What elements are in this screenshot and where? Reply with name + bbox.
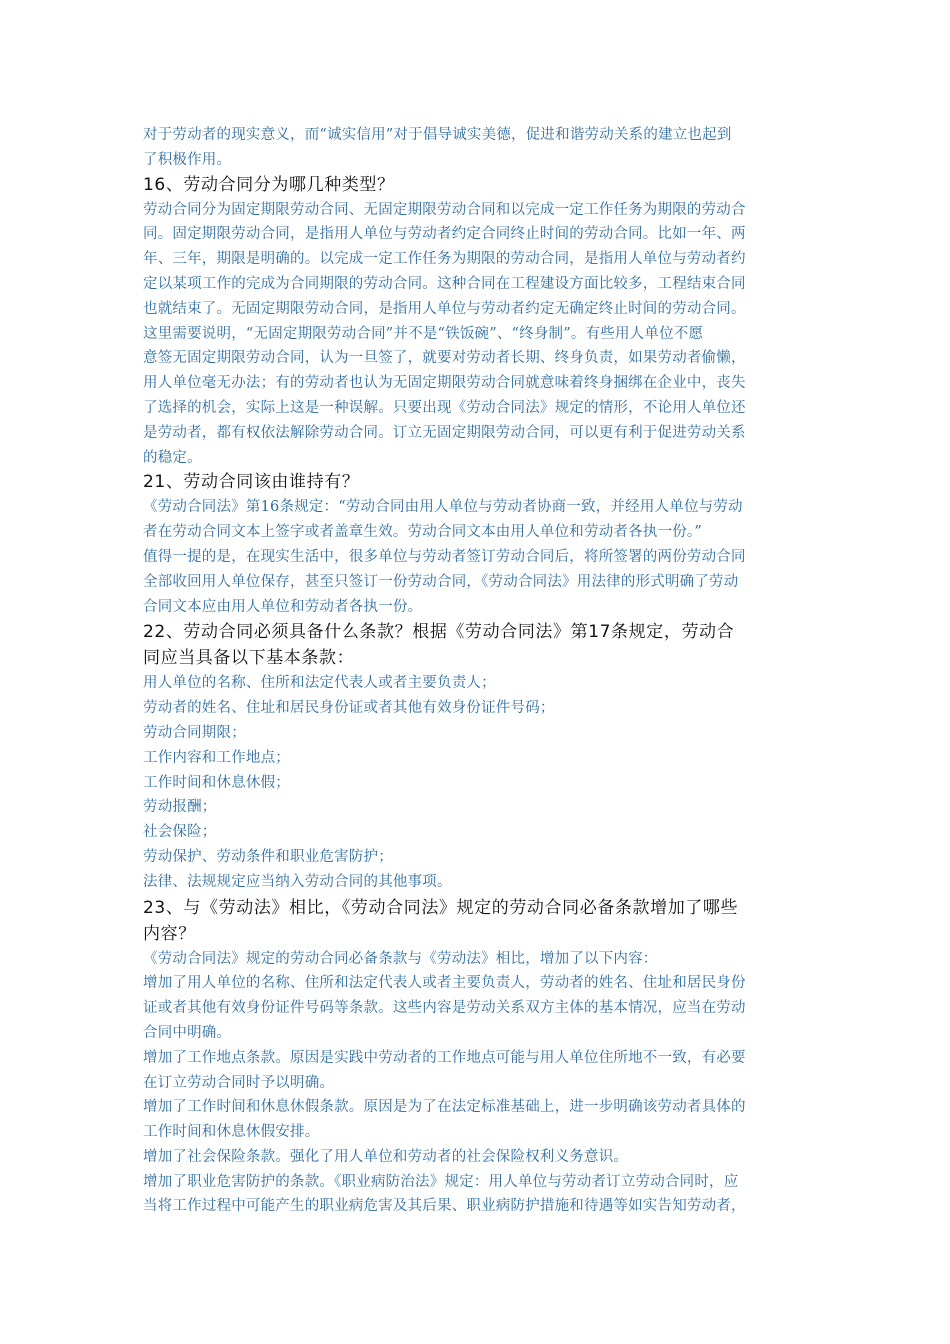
section-heading: 22、劳动合同必须具备什么条款？根据《劳动合同法》第17条规定，劳动合 (143, 622, 735, 643)
text-line: 劳动合同分为固定期限劳动合同、无固定期限劳动合同和以完成一定工作任务为期限的劳动合 (143, 201, 746, 218)
text-line: 值得一提的是，在现实生活中，很多单位与劳动者签订劳动合同后，将所签署的两份劳动合同 (143, 548, 746, 565)
section-heading: 23、与《劳动法》相比，《劳动合同法》规定的劳动合同必备条款增加了哪些 (143, 897, 739, 918)
text-line: 同。固定期限劳动合同，是指用人单位与劳动者约定合同终止时间的劳动合同。比如一年、两 (143, 226, 746, 243)
list-item: 劳动保护、劳动条件和职业危害防护； (143, 848, 393, 865)
text-line: 年、三年，期限是明确的。以完成一定工作任务为期限的劳动合同，是指用人单位与劳动者约 (143, 251, 746, 268)
text-line: 工作时间和休息休假安排。 (143, 1124, 320, 1141)
list-item: 劳动合同期限； (143, 724, 246, 741)
section-q21 (143, 470, 813, 619)
text-line: 增加了社会保险条款。强化了用人单位和劳动者的社会保险权利义务意识。 (143, 1148, 629, 1165)
text-line: 增加了工作地点条款。原因是实践中劳动者的工作地点可能与用人单位住所地不一致，有必要 (143, 1049, 746, 1066)
text-line: 增加了工作时间和休息休假条款。原因是为了在法定标准基础上，进一步明确该劳动者具体的 (143, 1099, 746, 1116)
text-line: 证或者其他有效身份证件号码等条款。这些内容是劳动关系双方主体的基本情况，应当在劳动 (143, 1000, 746, 1017)
list-item: 劳动者的姓名、住址和居民身份证或者其他有效身份证件号码； (143, 700, 555, 717)
text-line: 这里需要说明，“无固定期限劳动合同”并不是“铁饭碗”、“终身制”。有些用人单位不愿 (143, 325, 704, 342)
text-line: 对于劳动者的现实意义，而“诚实信用”对于倡导诚实美德，促进和谐劳动关系的建立也起到 (143, 127, 732, 143)
text-line: 者在劳动合同文本上签字或者盖章生效。劳动合同文本由用人单位和劳动者各执一份。” (143, 524, 702, 541)
text-line: 增加了用人单位的名称、住所和法定代表人或者主要负责人，劳动者的姓名、住址和居民身份 (143, 975, 746, 992)
text-line: 合同中明确。 (143, 1024, 232, 1041)
text-line: 定以某项工作的完成为合同期限的劳动合同。这种合同在工程建设方面比较多，工程结束合同 (143, 275, 746, 292)
text-line: 《劳动合同法》规定的劳动合同必备条款与《劳动法》相比，增加了以下内容： (143, 950, 658, 967)
document-page (143, 123, 813, 1219)
text-line: 了积极作用。 (143, 151, 232, 168)
text-line: 意签无固定期限劳动合同，认为一旦签了，就要对劳动者长期、终身负责，如果劳动者偷懒， (143, 350, 746, 367)
list-item: 社会保险； (143, 824, 217, 841)
text-line: 是劳动者，都有权依法解除劳动合同。订立无固定期限劳动合同，可以更有利于促进劳动关系 (143, 424, 746, 441)
text-line: 当将工作过程中可能产生的职业病危害及其后果、职业病防护措施和待遇等如实告知劳动者， (143, 1198, 746, 1215)
section-heading: 内容？ (143, 923, 196, 944)
section-heading: 同应当具备以下基本条款： (143, 648, 355, 669)
list-item: 劳动报酬； (143, 799, 217, 816)
text-line: 的稳定。 (143, 449, 202, 466)
text-line: 全部收回用人单位保存，甚至只签订一份劳动合同，《劳动合同法》用法律的形式明确了劳动 (143, 573, 739, 590)
list-item: 法律、法规规定应当纳入劳动合同的其他事项。 (143, 873, 452, 890)
text-line: 合同文本应由用人单位和劳动者各执一份。 (143, 598, 423, 615)
text-line: 《劳动合同法》第16条规定：“劳动合同由用人单位与劳动者协商一致，并经用人单位与劳动 (143, 499, 743, 516)
text-line: 了选择的机会，实际上这是一种误解。只要出现《劳动合同法》规定的情形，不论用人单位还 (143, 399, 746, 416)
section-q23 (143, 895, 813, 1220)
text-line: 也就结束了。无固定期限劳动合同，是指用人单位与劳动者约定无确定终止时间的劳动合同。 (143, 300, 746, 317)
section-heading: 16、劳动合同分为哪几种类型？ (143, 174, 395, 195)
list-item: 工作时间和休息休假； (143, 774, 290, 791)
text-line: 用人单位毫无办法；有的劳动者也认为无固定期限劳动合同就意味着终身捆绑在企业中，丧失 (143, 375, 746, 392)
list-item: 工作内容和工作地点； (143, 749, 290, 766)
section-q16 (143, 173, 813, 471)
intro-paragraph (143, 123, 813, 173)
section-q22 (143, 619, 813, 894)
text-line: 增加了职业危害防护的条款。《职业病防治法》规定：用人单位与劳动者订立劳动合同时，应 (143, 1173, 739, 1190)
text-line: 在订立劳动合同时予以明确。 (143, 1074, 335, 1091)
section-heading: 21、劳动合同该由谁持有？ (143, 472, 360, 493)
list-item: 用人单位的名称、住所和法定代表人或者主要负责人； (143, 675, 496, 692)
